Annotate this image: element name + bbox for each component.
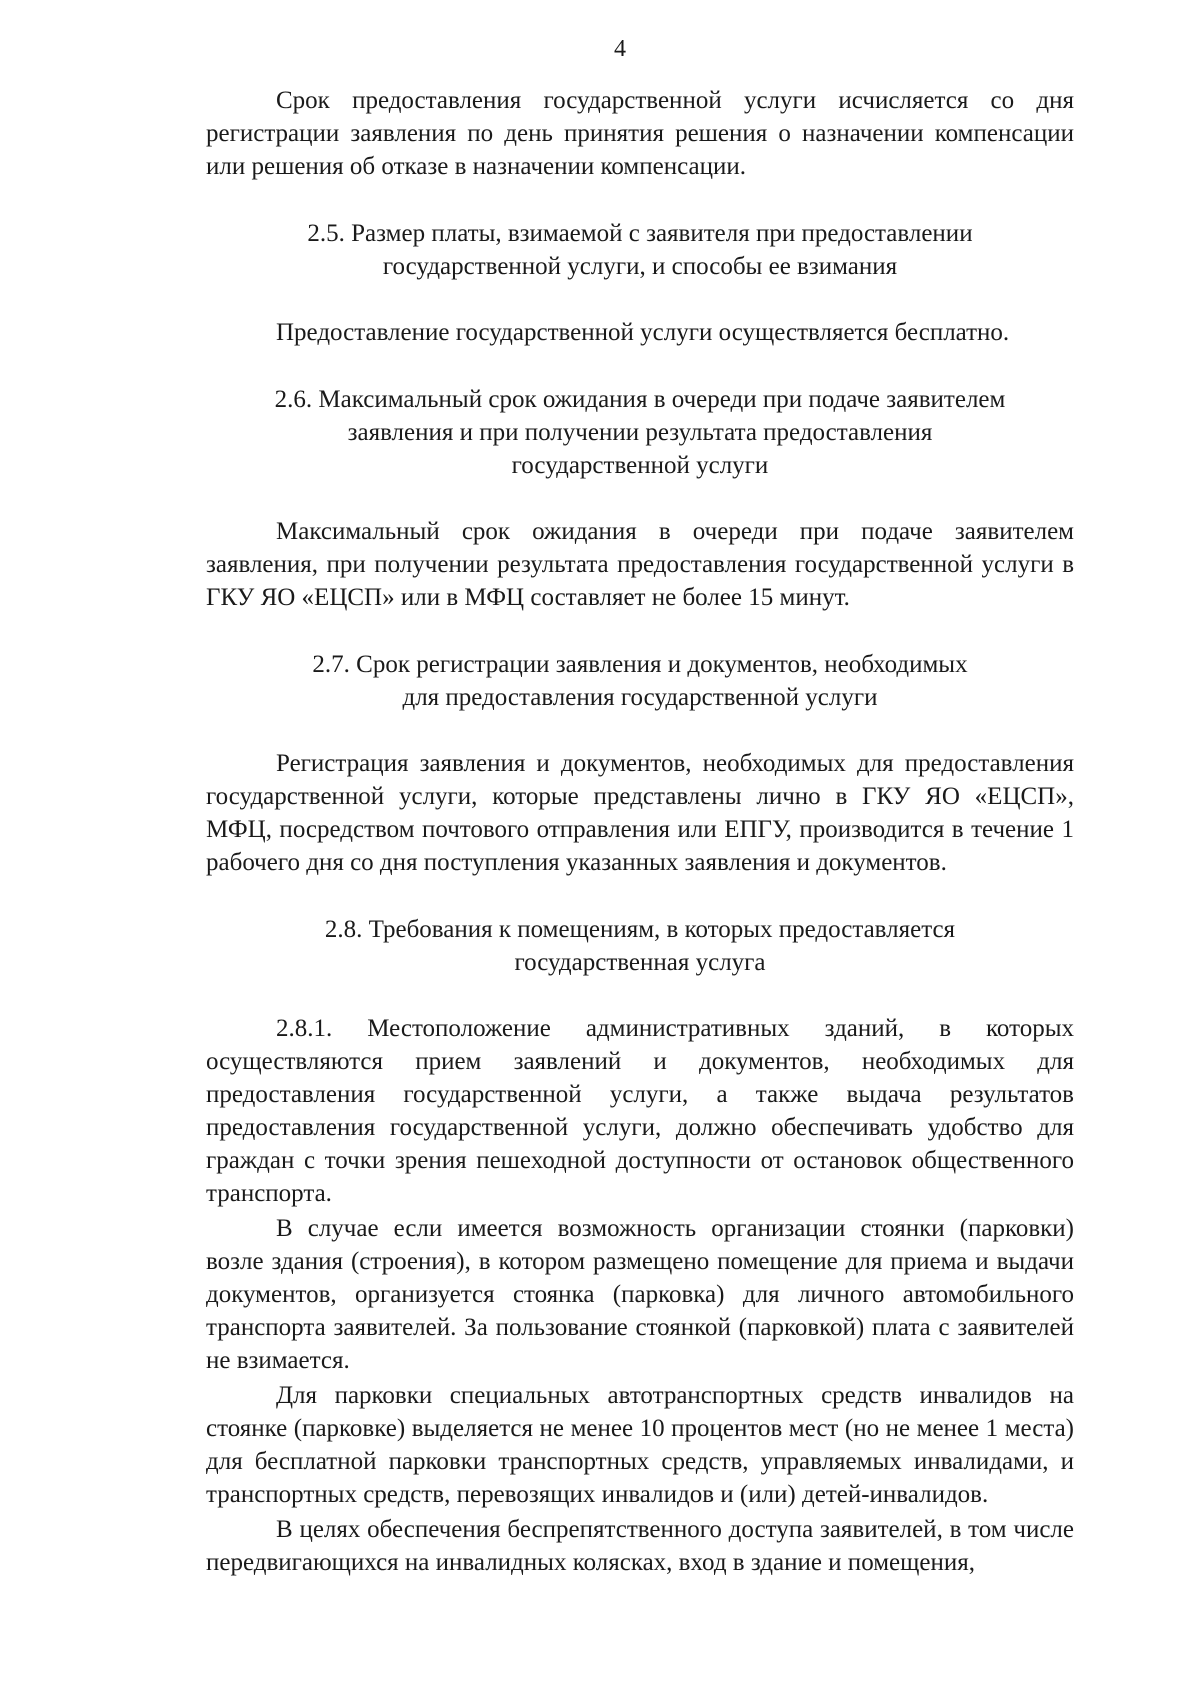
heading-line: государственной услуги xyxy=(511,452,769,479)
heading-line: 2.6. Максимальный срок ожидания в очереди при подаче заявителем xyxy=(274,386,1006,413)
paragraph: Срок предоставления государственной услуги исчисляется со дня регистрации заявления по день принятия решения о назначении компенсации или решения об отказе в назначении компенсации. xyxy=(206,87,1074,180)
paragraph: Регистрация заявления и документов, необходимых для предоставления государственной услуги, которые представлены лично в ГКУ ЯО «ЕЦСП», МФЦ, посредством почтового отправления или ЕПГУ, производится в течение 1 рабочего дня со дня поступления указанных заявления и документов. xyxy=(206,750,1074,876)
heading-line: 2.8. Требования к помещениям, в которых предоставляется xyxy=(324,916,956,943)
document-body xyxy=(206,84,1074,1579)
paragraph: Предоставление государственной услуги осуществляется бесплатно. xyxy=(276,319,1010,346)
paragraph: 2.8.1. Местоположение административных зданий, в которых осуществляются прием заявлений и документов, необходимых для предоставления государственной услуги, а также выдача результатов предоставления государственной услуги, должно обеспечивать удобство для граждан с точки зрения пешеходной доступности от остановок общественного транспорта. xyxy=(206,1015,1074,1207)
heading-line: заявления и при получении результата предоставления xyxy=(347,419,933,446)
section-heading-2-8 xyxy=(206,913,1074,979)
heading-line: государственная услуга xyxy=(514,949,766,976)
paragraph: Для парковки специальных автотранспортных средств инвалидов на стоянке (парковке) выделяется не менее 10 процентов мест (но не менее 1 места) для бесплатной парковки транспортных средств, управляемых инвалидами, и транспортных средств, перевозящих инвалидов и (или) детей-инвалидов. xyxy=(206,1382,1074,1508)
heading-line: для предоставления государственной услуги xyxy=(402,684,878,711)
section-heading-2-5 xyxy=(206,217,1074,283)
heading-line: 2.5. Размер платы, взимаемой с заявителя при предоставлении xyxy=(307,220,973,247)
heading-line: государственной услуги, и способы ее взимания xyxy=(382,253,898,280)
page-number: 4 xyxy=(614,36,626,62)
paragraph: В случае если имеется возможность организации стоянки (парковки) возле здания (строения), в котором размещено помещение для приема и выдачи документов, организуется стоянка (парковка) для личного автомобильного транспорта заявителей. За пользование стоянкой (парковкой) плата с заявителей не взимается. xyxy=(206,1215,1074,1374)
section-heading-2-7 xyxy=(206,648,1074,714)
section-heading-2-6 xyxy=(206,383,1074,482)
paragraph: Максимальный срок ожидания в очереди при подаче заявителем заявления, при получении результата предоставления государственной услуги в ГКУ ЯО «ЕЦСП» или в МФЦ составляет не более 15 минут. xyxy=(206,518,1074,611)
paragraph: В целях обеспечения беспрепятственного доступа заявителей, в том числе передвигающихся на инвалидных колясках, вход в здание и помещения, xyxy=(206,1516,1074,1576)
heading-line: 2.7. Срок регистрации заявления и документов, необходимых xyxy=(312,651,968,678)
